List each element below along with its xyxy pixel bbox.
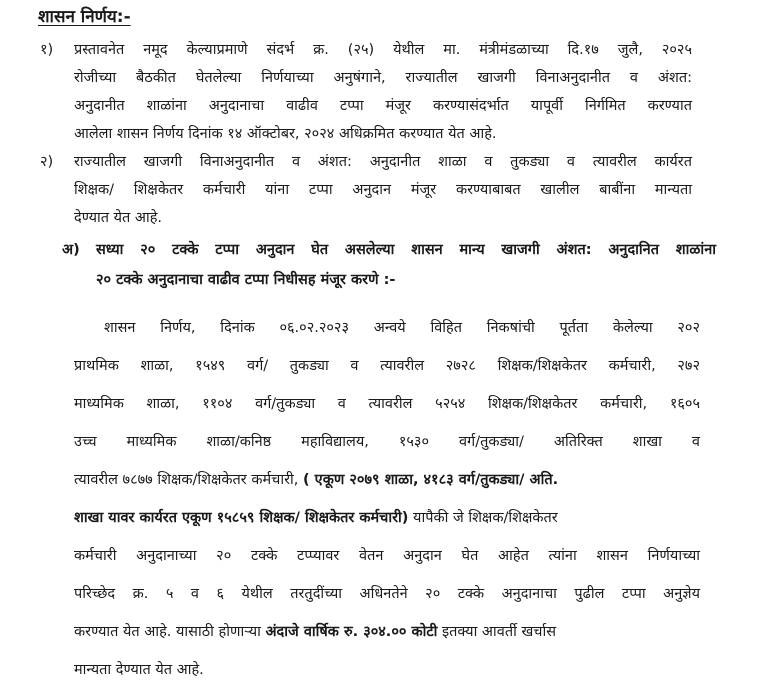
item-1-number: १) (40, 42, 54, 58)
para-line-9-normal: करण्यात येत आहे. यासाठी होणाऱ्या (74, 624, 266, 640)
para-line-10: मान्यता देण्यात येत आहे. (74, 662, 204, 678)
para-line-9-tail: इतक्या आवर्ती खर्चास (437, 624, 557, 640)
para-line-1: शासन निर्णय, दिनांक ०६.०२.२०२३ अन्वये विहित निकषांची पूर्तता केलेल्या २०२ (104, 320, 700, 336)
item-1-line-2: रोजीच्या बैठकीत घेतलेल्या निर्णयाच्या अनुषंगाने, राज्यातील खाजगी विनाअनुदानीत व अंशत: (74, 70, 692, 86)
para-line-2: प्राथमिक शाळा, १५४९ वर्ग/ तुकड्या व त्यावरील २७२८ शिक्षक/शिक्षकेतर कर्मचारी, २७२ (74, 358, 700, 374)
item-2-line-2: शिक्षक/ शिक्षकेतर कर्मचारी यांना टप्पा अनुदान मंजूर करण्याबाबत खालील बाबींना मान्यता (74, 182, 692, 198)
para-line-6-bold: शाखा यावर कार्यरत एकूण १५८५९ शिक्षक/ शिक्षकेतर कर्मचारी) (74, 510, 409, 526)
para-line-9 (74, 622, 700, 642)
para-line-9-bold: अंदाजे वार्षिक रु. ३०४.०० कोटी (265, 624, 438, 640)
para-line-6-normal: यापैकी जे शिक्षक/शिक्षकेतर (408, 510, 558, 526)
para-line-5-bold: ( एकूण २०७९ शाळा, ४१८३ वर्ग/तुकड्या/ अति. (303, 472, 559, 488)
item-2-line-1: राज्यातील खाजगी विनाअनुदानीत व अंशत: अनुदानीत शाळा व तुकड्या व त्यावरील कार्यरत (74, 154, 692, 170)
para-line-8: परिच्छेद क्र. ५ व ६ येथील तरतुदींच्या अधिनतेने २० टक्के अनुदानाचा पुढील टप्पा अनुज्ञेय (74, 586, 700, 602)
sub-item-number: अ) (62, 242, 80, 258)
section-heading: शासन निर्णय:- (38, 7, 131, 27)
item-1-line-3: अनुदानीत शाळांना अनुदानाचा वाढीव टप्पा मंजूर करण्यासंदर्भात यापूर्वी निर्गमित करण्यात (74, 98, 692, 114)
para-line-6 (74, 508, 700, 528)
para-line-5 (74, 470, 700, 490)
item-1-line-1: प्रस्तावनेत नमूद केल्याप्रमाणे संदर्भ क्र. (२५) येथील मा. मंत्रीमंडळाच्या दि.१७ जुलै, २०२५ (74, 42, 692, 58)
sub-item-title-line-1: सध्या २० टक्के टप्पा अनुदान घेत असलेल्या शासन मान्य खाजगी अंशत: अनुदानित शाळांना (96, 242, 716, 258)
para-line-3: माध्यमिक शाळा, ११०४ वर्ग/तुकड्या व त्यावरील ५२५४ शिक्षक/शिक्षकेतर कर्मचारी, १६०५ (74, 396, 700, 412)
para-line-7: कर्मचारी अनुदानाच्या २० टक्के टप्प्यावर वेतन अनुदान घेत आहेत त्यांना शासन निर्णयाच्या (74, 548, 700, 564)
item-2-number: २) (40, 154, 54, 170)
para-line-5-normal: त्यावरील ७८७७ शिक्षक/शिक्षकेतर कर्मचारी, (74, 472, 303, 488)
sub-item-title-line-2: २० टक्के अनुदानाचा वाढीव टप्पा निधीसह मंजूर करणे :- (96, 272, 396, 288)
item-2-line-3: देण्यात येत आहे. (74, 210, 163, 226)
item-1-line-4: आलेला शासन निर्णय दिनांक १४ ऑक्टोबर, २०२४ अधिक्रमित करण्यात येत आहे. (74, 126, 497, 142)
para-line-4: उच्च माध्यमिक शाळा/कनिष्ठ महाविद्यालय, १५३० वर्ग/तुकड्या/ अतिरिक्त शाखा व (74, 434, 700, 450)
